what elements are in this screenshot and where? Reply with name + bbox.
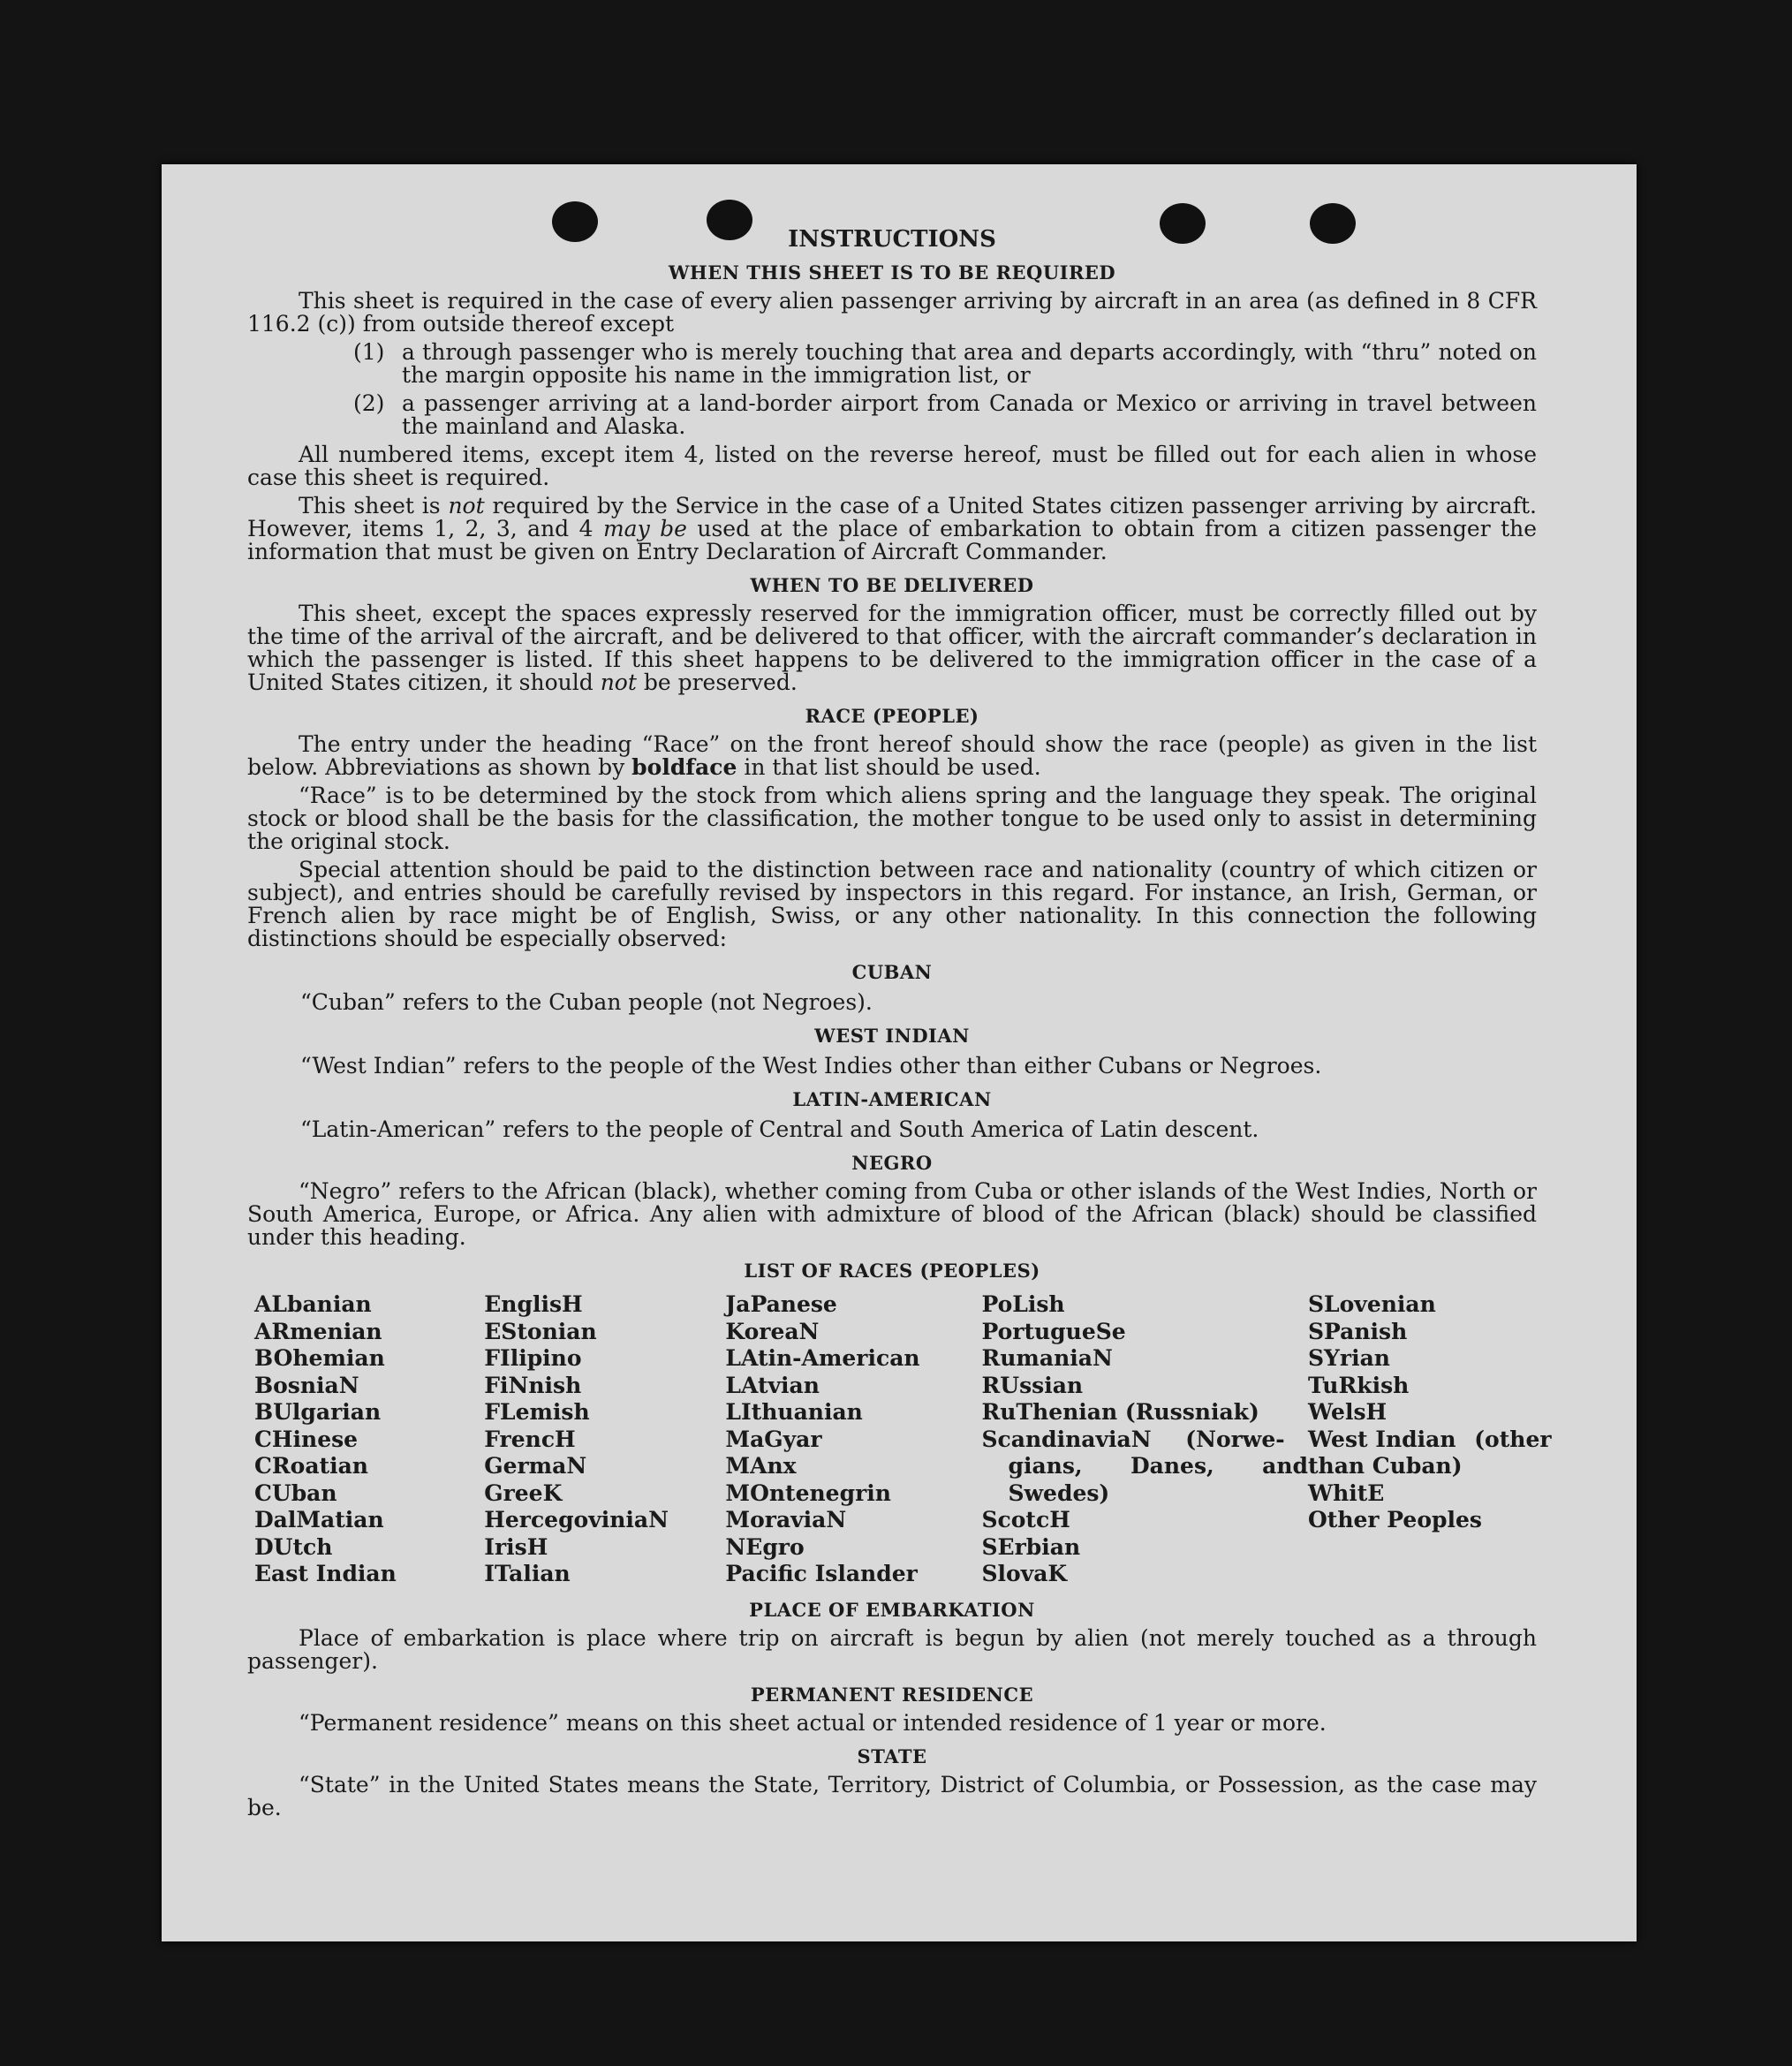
race-entry: RumaniaN [981, 1345, 1113, 1371]
race-entry: GermaN [484, 1453, 587, 1479]
race-entry-part: gians, [1008, 1453, 1083, 1479]
paragraph: “State” in the United States means the State, Territory, District of Columbia, or Possession, as the case may be. [247, 1771, 1537, 1820]
section-heading: LATIN-AMERICAN [792, 1088, 992, 1110]
race-entry-part: Danes, [1130, 1453, 1214, 1479]
definition: “West Indian” refers to the people of the West Indies other than either Cubans or Negroes. [300, 1053, 1322, 1078]
race-entry-continuation: than Cuban) [1308, 1453, 1463, 1479]
item-number: (2) [353, 390, 385, 416]
section-heading: PERMANENT RESIDENCE [750, 1683, 1034, 1706]
list-item [353, 341, 1537, 387]
paragraph [247, 733, 1537, 779]
paragraph: All numbered items, except item 4, listed on the reverse hereof, must be filled out for each alien in whose case this sheet is required. [247, 442, 1537, 490]
race-entry-continuation: Swedes) [1008, 1479, 1110, 1506]
race-entry: DUtch [254, 1533, 333, 1560]
paragraph: Special attention should be paid to the distinction between race and nationality (country of which citizen or subject), and entries should be carefully revised by inspectors in this regard. For instance, an Irish, German, or French alien by race might be of English, Swiss, or any other nationality. In this connection the following distinctions should be especially observed: [247, 857, 1537, 951]
race-entry: CUban [254, 1479, 337, 1506]
emphasis: may be [602, 516, 687, 541]
race-entry: MaGyar [725, 1426, 822, 1452]
race-entry: LAtvian [725, 1372, 820, 1398]
race-entry-part: ScandinaviaN [981, 1426, 1152, 1452]
race-entry: MOntenegrin [725, 1479, 891, 1506]
race-entry: Other Peoples [1308, 1507, 1482, 1532]
race-entry: BOhemian [254, 1345, 385, 1371]
item-number: (1) [353, 339, 385, 365]
race-entry-part: West Indian [1308, 1426, 1456, 1452]
text-run: The entry under the heading “Race” on the front hereof should show the race (people) as given in the list below. Abbreviations as shown by [247, 731, 1537, 780]
text-run: be preserved. [643, 670, 798, 695]
race-entry-part: (other [1474, 1426, 1552, 1452]
item-text: a passenger arriving at a land-border airport from Canada or Mexico or arriving in travel between the mainland and Alaska. [402, 390, 1537, 439]
section-heading: CUBAN [851, 961, 933, 983]
race-entry: CRoatian [254, 1453, 368, 1479]
text-run: used at the place of embarkation to obtain from a citizen passenger the information that must be given on Entry Declaration of Aircraft Commander. [247, 516, 1538, 564]
race-entry: RUssian [981, 1372, 1084, 1398]
race-entry: NEgro [725, 1533, 805, 1560]
race-entry: SYrian [1308, 1345, 1390, 1371]
race-entry: IrisH [484, 1533, 548, 1560]
section-heading: WHEN THIS SHEET IS TO BE REQUIRED [668, 261, 1116, 284]
paragraph: “Negro” refers to the African (black), whether coming from Cuba or other islands of the West Indies, North or South America, Europe, or Africa. Any alien with admixture of blood of the African (black) should be classified under this heading. [247, 1178, 1537, 1250]
race-entry-continuation [981, 1453, 1308, 1480]
text-run: in that list should be used. [744, 754, 1041, 780]
document-page [162, 164, 1637, 1941]
section-heading: WHEN TO BE DELIVERED [750, 574, 1034, 596]
definition: “Latin-American” refers to the people of Central and South America of Latin descent. [300, 1116, 1259, 1142]
race-column [254, 1291, 484, 1588]
section-heading: LIST OF RACES (PEOPLES) [744, 1260, 1040, 1282]
race-list [254, 1291, 1552, 1588]
race-entry: DalMatian [254, 1507, 384, 1532]
race-column [1308, 1291, 1552, 1588]
text-run: This sheet is [299, 493, 441, 518]
emphasis: not [448, 493, 485, 518]
race-entry: TuRkish [1308, 1372, 1410, 1398]
race-entry: LAtin-American [725, 1345, 920, 1371]
race-entry-wrapped [981, 1427, 1308, 1454]
race-entry: FiNnish [484, 1372, 582, 1398]
emphasis: not [600, 670, 637, 695]
race-entry: SPanish [1308, 1318, 1408, 1344]
race-entry: MoraviaN [725, 1507, 847, 1532]
race-entry: WelsH [1308, 1399, 1387, 1425]
race-entry: FrencH [484, 1426, 576, 1452]
race-entry: MAnx [725, 1453, 797, 1479]
race-entry: PoLish [981, 1291, 1065, 1317]
race-entry: WhitE [1308, 1479, 1385, 1506]
race-entry: BosniaN [254, 1372, 359, 1398]
section-heading: NEGRO [851, 1152, 933, 1174]
race-entry: ARmenian [254, 1318, 382, 1344]
race-entry: GreeK [484, 1479, 563, 1506]
race-entry: CHinese [254, 1426, 359, 1452]
race-entry-part: (Norwe- [1185, 1426, 1285, 1452]
section-heading: PLACE OF EMBARKATION [749, 1598, 1035, 1621]
bold-term: boldface [631, 754, 737, 780]
race-column [725, 1291, 981, 1588]
race-entry: JaPanese [725, 1291, 837, 1317]
race-entry: FIlipino [484, 1345, 582, 1371]
section-heading: RACE (PEOPLE) [805, 705, 979, 727]
paragraph: “Permanent residence” means on this sheet actual or intended residence of 1 year or more. [299, 1709, 1327, 1736]
section-heading: STATE [857, 1744, 927, 1767]
race-entry: EnglisH [484, 1291, 583, 1317]
race-entry: BUlgarian [254, 1399, 382, 1425]
text-run: required by the Service in the case of a United States citizen passenger arriving by aircraft. However, items 1, 2, 3, and 4 [247, 493, 1537, 541]
race-entry: HercegoviniaN [484, 1507, 669, 1532]
race-entry: ALbanian [254, 1291, 372, 1317]
paragraph: This sheet is required in the case of every alien passenger arriving by aircraft in an area (as defined in 8 CFR 116.2 (c)) from outside thereof except [247, 288, 1537, 337]
race-entry: SLovenian [1308, 1291, 1436, 1317]
paragraph [247, 495, 1537, 564]
item-text: a through passenger who is merely touching that area and departs accordingly, with “thru” noted on the margin opposite his name in the immigration list, or [402, 339, 1537, 388]
race-entry: RuThenian (Russniak) [981, 1399, 1259, 1425]
race-entry: SlovaK [981, 1561, 1068, 1586]
race-entry: PortugueSe [981, 1318, 1126, 1344]
paragraph: “Race” is to be determined by the stock from which aliens spring and the language they speak. The original stock or blood shall be the basis for the classification, the mother tongue to be used only to assist in determining the original stock. [247, 783, 1537, 854]
instructions-text [247, 226, 1552, 1825]
race-entry: SErbian [981, 1533, 1081, 1560]
race-entry: ITalian [484, 1561, 571, 1586]
list-item [353, 392, 1537, 438]
race-column [484, 1291, 725, 1588]
race-entry: Pacific Islander [725, 1561, 918, 1586]
race-entry: FLemish [484, 1399, 590, 1425]
page-title: INSTRUCTIONS [788, 226, 996, 253]
race-entry: ScotcH [981, 1507, 1070, 1532]
paragraph: Place of embarkation is place where trip on aircraft is begun by alien (not merely touched as a through passenger). [247, 1624, 1537, 1674]
race-entry: LIthuanian [725, 1399, 863, 1425]
race-entry-part: and [1262, 1453, 1308, 1479]
paragraph [247, 602, 1537, 694]
text-run: This sheet, except the spaces expressly reserved for the immigration officer, must be correctly filled out by the time of the arrival of the aircraft, and be delivered to that officer, with the aircraft commander’s declaration in which the passenger is listed. If this sheet happens to be delivered to the immigration officer in the case of a United States citizen, it should [247, 601, 1537, 695]
race-entry: EStonian [484, 1318, 597, 1344]
definition: “Cuban” refers to the Cuban people (not Negroes). [300, 989, 873, 1015]
race-column [981, 1291, 1308, 1588]
race-entry: East Indian [254, 1561, 397, 1586]
race-entry-wrapped [1308, 1426, 1552, 1454]
section-heading: WEST INDIAN [814, 1025, 970, 1047]
race-entry: KoreaN [725, 1318, 820, 1344]
